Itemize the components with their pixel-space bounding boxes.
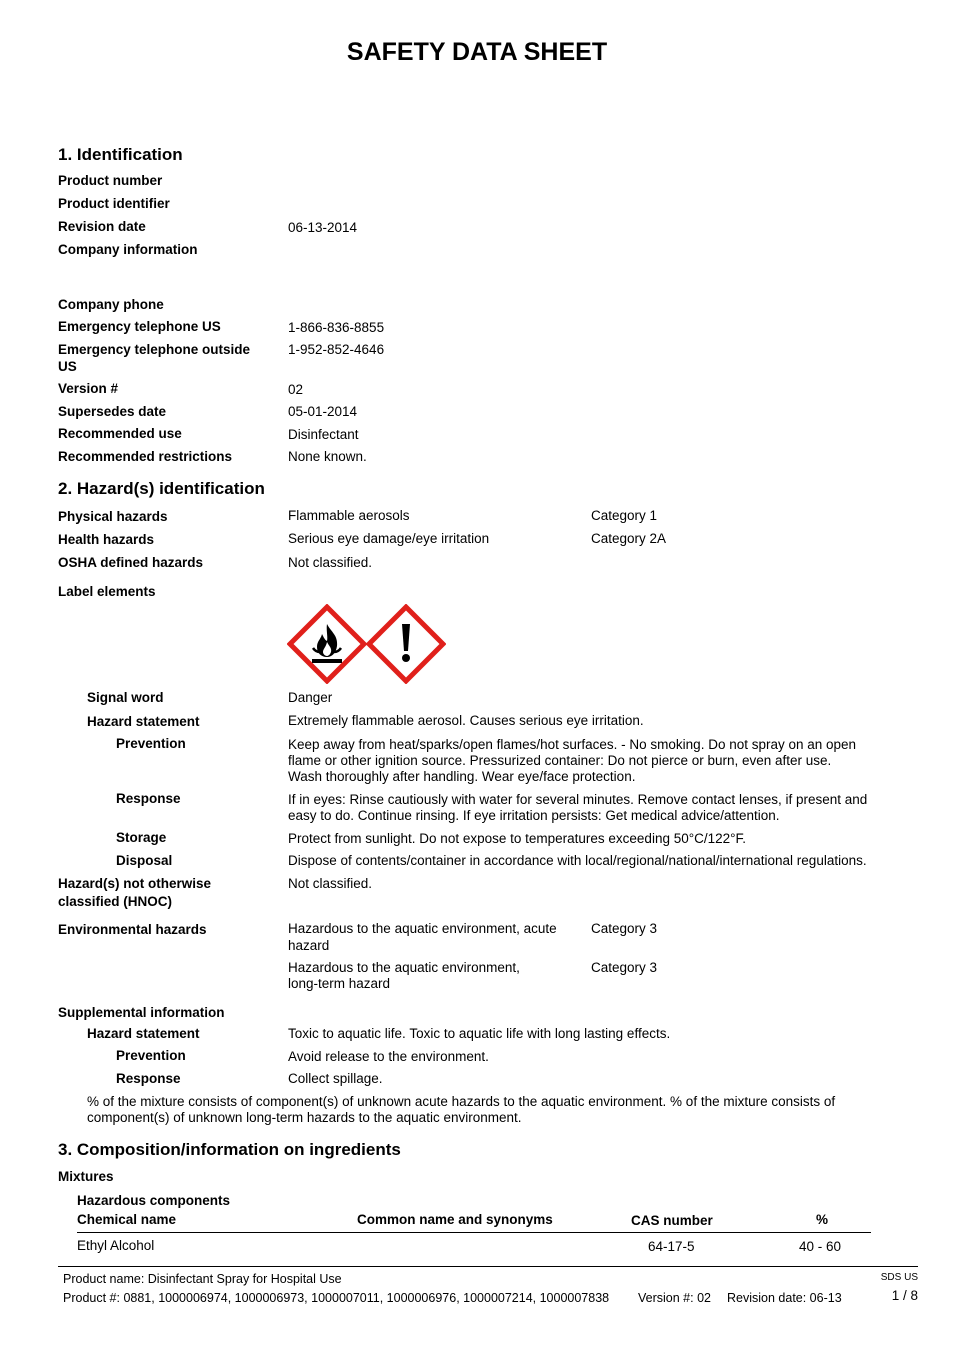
footer-version: Version #: 02: [638, 1291, 711, 1305]
disposal-value: Dispose of contents/container in accordance with local/regional/national/international regulations.: [288, 853, 867, 868]
recommended-restrictions-value: None known.: [288, 449, 367, 464]
exclamation-mark-icon: [366, 604, 446, 684]
hnoc-value: Not classified.: [288, 876, 373, 891]
supp-response-label: Response: [116, 1071, 181, 1086]
footer-product-name: Product name: Disinfectant Spray for Hospital Use: [63, 1272, 342, 1286]
document-title: SAFETY DATA SHEET: [346, 38, 608, 66]
prevention-line-2: flame or other ignition source. Pressurized container: Do not pierce or burn, even after use.: [288, 753, 832, 768]
emergency-us-label: Emergency telephone US: [58, 319, 221, 334]
emergency-outside-label-cont: US: [58, 359, 77, 374]
disposal-label: Disposal: [116, 853, 173, 868]
mixture-note-line-1: % of the mixture consists of component(s) of unknown acute hazards to the aquatic environment. % of the mixture consists of: [87, 1094, 836, 1109]
footer-sds-tag: SDS US: [880, 1272, 918, 1283]
env-hazard-2-line-1: Hazardous to the aquatic environment,: [288, 960, 520, 975]
row-cas-number: 64-17-5: [648, 1239, 695, 1254]
supersedes-label: Supersedes date: [58, 404, 167, 419]
signal-word-value: Danger: [288, 690, 333, 705]
emergency-us-value: 1-866-836-8855: [288, 320, 385, 335]
version-label: Version #: [58, 381, 119, 396]
env-hazard-1-category: Category 3: [591, 921, 658, 936]
recommended-restrictions-label: Recommended restrictions: [58, 449, 233, 464]
section-1-heading: 1. Identification: [58, 145, 183, 164]
footer-revision-date: Revision date: 06-13: [727, 1291, 842, 1305]
prevention-line-1: Keep away from heat/sparks/open flames/hot surfaces. - No smoking. Do not spray on an open: [288, 737, 857, 752]
hazard-statement-label: Hazard statement: [87, 714, 200, 729]
flame-icon: [287, 604, 367, 684]
env-hazard-1-line-1: Hazardous to the aquatic environment, acute: [288, 921, 557, 936]
column-chemical-name: Chemical name: [77, 1212, 177, 1227]
company-phone-label: Company phone: [58, 297, 164, 312]
prevention-line-3: Wash thoroughly after handling. Wear eye/face protection.: [288, 769, 636, 784]
health-hazards-category: Category 2A: [591, 531, 667, 546]
footer-page-number: 1 / 8: [891, 1288, 918, 1303]
supp-prevention-label: Prevention: [116, 1048, 186, 1063]
env-hazard-2-line-2: long-term hazard: [288, 976, 391, 991]
env-hazard-1-line-2: hazard: [288, 938, 330, 953]
supp-prevention-value: Avoid release to the environment.: [288, 1049, 489, 1064]
supersedes-value: 05-01-2014: [288, 404, 358, 419]
physical-hazards-category: Category 1: [591, 508, 658, 523]
hazard-statement-value: Extremely flammable aerosol. Causes serious eye irritation.: [288, 713, 644, 728]
supp-hazard-statement-value: Toxic to aquatic life. Toxic to aquatic life with long lasting effects.: [288, 1026, 671, 1041]
revision-date-value: 06-13-2014: [288, 220, 358, 235]
health-hazards-value: Serious eye damage/eye irritation: [288, 531, 490, 546]
storage-value: Protect from sunlight. Do not expose to temperatures exceeding 50°C/122°F.: [288, 831, 747, 846]
response-line-1: If in eyes: Rinse cautiously with water for several minutes. Remove contact lenses, if present and: [288, 792, 868, 807]
emergency-outside-label: Emergency telephone outside: [58, 342, 251, 357]
hnoc-label-cont: classified (HNOC): [58, 894, 173, 909]
label-elements-label: Label elements: [58, 584, 156, 599]
revision-date-label: Revision date: [58, 219, 146, 234]
row-percent: 40 - 60: [799, 1239, 842, 1254]
section-2-heading: 2. Hazard(s) identification: [58, 479, 265, 498]
mixture-note-line-2: component(s) of unknown long-term hazards to the aquatic environment.: [87, 1110, 522, 1125]
osha-hazards-label: OSHA defined hazards: [58, 555, 204, 570]
osha-hazards-value: Not classified.: [288, 555, 373, 570]
product-number-label: Product number: [58, 173, 163, 188]
hazardous-components-label: Hazardous components: [77, 1193, 231, 1208]
column-percent: %: [816, 1212, 829, 1227]
recommended-use-label: Recommended use: [58, 426, 182, 441]
storage-label: Storage: [116, 830, 167, 845]
supplemental-info-label: Supplemental information: [58, 1005, 225, 1020]
hnoc-label: Hazard(s) not otherwise: [58, 876, 212, 891]
version-value: 02: [288, 382, 304, 397]
response-line-2: easy to do. Continue rinsing. If eye irritation persists: Get medical advice/attention.: [288, 808, 780, 823]
env-hazard-2-category: Category 3: [591, 960, 658, 975]
column-cas-number: CAS number: [631, 1213, 713, 1228]
mixtures-label: Mixtures: [58, 1169, 114, 1184]
supp-hazard-statement-label: Hazard statement: [87, 1026, 200, 1041]
company-info-label: Company information: [58, 242, 198, 257]
emergency-outside-value: 1-952-852-4646: [288, 342, 385, 357]
environmental-hazards-label: Environmental hazards: [58, 922, 207, 937]
table-header-rule: [77, 1232, 871, 1233]
column-common-name: Common name and synonyms: [357, 1212, 553, 1227]
row-chemical-name: Ethyl Alcohol: [77, 1238, 155, 1253]
health-hazards-label: Health hazards: [58, 532, 155, 547]
supp-response-value: Collect spillage.: [288, 1071, 383, 1086]
response-label: Response: [116, 791, 181, 806]
footer-rule: [58, 1266, 918, 1267]
recommended-use-value: Disinfectant: [288, 427, 359, 442]
section-3-heading: 3. Composition/information on ingredients: [58, 1140, 401, 1159]
physical-hazards-value: Flammable aerosols: [288, 508, 410, 523]
physical-hazards-label: Physical hazards: [58, 509, 168, 524]
signal-word-label: Signal word: [87, 690, 164, 705]
footer-product-numbers: Product #: 0881, 1000006974, 1000006973, 1000007011, 1000006976, 1000007214, 1000007838: [63, 1291, 610, 1305]
product-identifier-label: Product identifier: [58, 196, 170, 211]
prevention-label: Prevention: [116, 736, 186, 751]
